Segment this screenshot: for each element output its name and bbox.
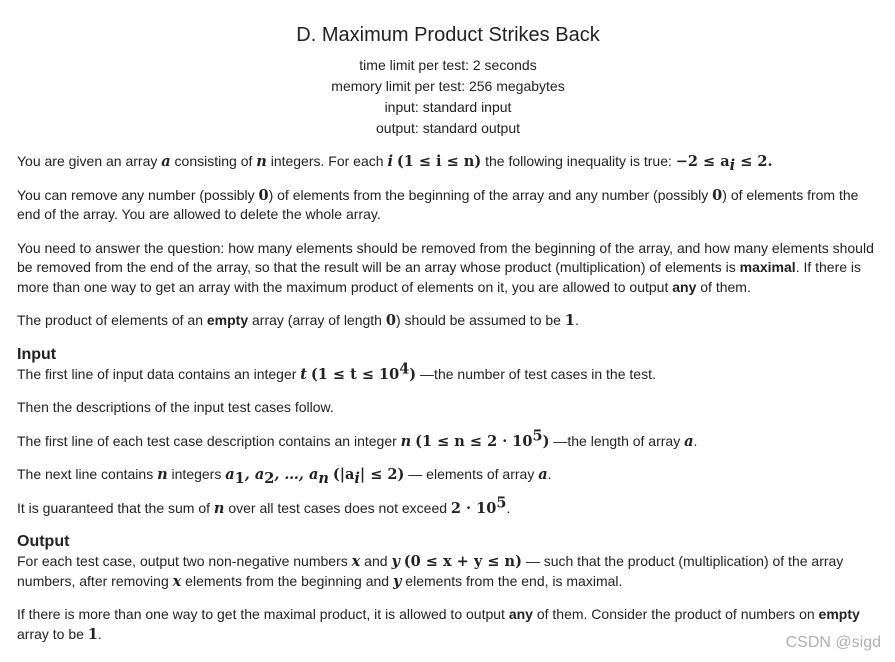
time-limit: time limit per test: 2 seconds (359, 57, 537, 73)
problem-statement (17, 0, 879, 644)
input-paragraph-3: The first line of each test case description contains an integer n $(1 \le n \le 2 \cdot 10^5)$ —the length of array a. (17, 426, 698, 450)
problem-title: D. Maximum Product Strikes Back (296, 24, 600, 46)
limits-block (17, 55, 879, 139)
legend-paragraph-2: You can remove any number (possibly 0) of elements from the beginning of the array and any number (possibly 0) of elements from the end of the array. You are allowed to delete the whole array. (17, 186, 859, 222)
input-paragraph-4: The next line contains n integers $a_1$, $a_2$, …, $a_n$ $(|a_i| \le 2)$ — elements of array a. (17, 466, 552, 487)
output-spec: output: standard output (376, 120, 520, 136)
output-paragraph-2: If there is more than one way to get the maximal product, it is allowed to output any of them. Consider the product of numbers on empty array to be 1. (17, 606, 860, 643)
input-paragraph-5: It is guaranteed that the sum of n over all test cases does not exceed $2 \cdot 10^5$. (17, 493, 511, 517)
memory-limit: memory limit per test: 256 megabytes (331, 78, 565, 94)
output-paragraph-1: For each test case, output two non-negative numbers x and y (0 ≤ x + y ≤ n) — such that the product (multiplication) of the array numbers, after removing x elements from the beginning and y elements from the end, is maximal. (17, 553, 844, 590)
legend-paragraph-3: You need to answer the question: how many elements should be removed from the beginning of the array, and how many elements should be removed from the end of the array, so that the result will be an array whose product (multiplication) of elements is maximal. If there is more than one way to get an array with the maximum product of elements on it, you are allowed to output any of them. (17, 239, 874, 295)
input-paragraph-1: The first line of input data contains an integer t $(1 \le t \le 10^4)$ —the number of test cases in the test. (17, 359, 656, 383)
csdn-watermark: CSDN @sigd (785, 634, 881, 651)
legend-paragraph-4: The product of elements of an empty array (array of length 0) should be assumed to be 1. (17, 312, 579, 329)
output-heading: Output (17, 533, 70, 550)
input-paragraph-2: Then the descriptions of the input test cases follow. (17, 399, 334, 415)
legend-paragraph-1: You are given an array a consisting of n integers. For each i (1 ≤ i ≤ n) the following inequality is true: $-2 \le a_i \le 2$. (17, 153, 773, 174)
input-spec: input: standard input (384, 99, 512, 115)
input-heading: Input (17, 345, 57, 363)
